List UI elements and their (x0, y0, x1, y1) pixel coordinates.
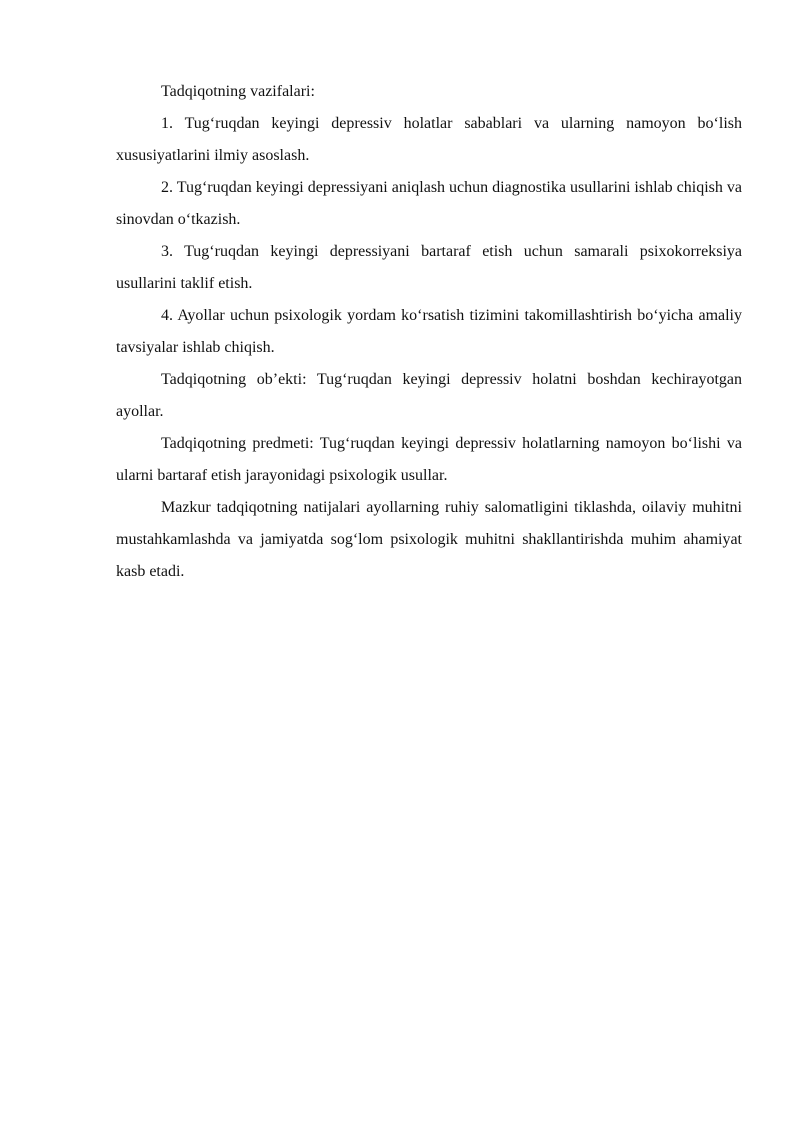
conclusion-paragraph: Mazkur tadqiqotning natijalari ayollarning ruhiy salomatligini tiklashda, oilaviy muhitni mustahkamlashda va jamiyatda sog‘lom psixologik muhitni shakllantirishda muhim ahamiyat kasb etadi. (116, 499, 742, 580)
task-item-3: 3. Tug‘ruqdan keyingi depressiyani bartaraf etish uchun samarali psixokorreksiya usullarini taklif etish. (116, 243, 742, 292)
research-object-paragraph: Tadqiqotning ob’ekti: Tug‘ruqdan keyingi depressiv holatni boshdan kechirayotgan ayollar. (116, 371, 742, 420)
document-body (116, 76, 742, 588)
task-item-1: 1. Tug‘ruqdan keyingi depressiv holatlar sabablari va ularning namoyon bo‘lish xususiyatlarini ilmiy asoslash. (116, 115, 742, 164)
task-item-4: 4. Ayollar uchun psixologik yordam ko‘rsatish tizimini takomillashtirish bo‘yicha amaliy tavsiyalar ishlab chiqish. (116, 307, 742, 356)
task-item-2: 2. Tug‘ruqdan keyingi depressiyani aniqlash uchun diagnostika usullarini ishlab chiqish va sinovdan o‘tkazish. (116, 179, 742, 228)
tasks-heading: Tadqiqotning vazifalari: (161, 83, 315, 100)
research-subject-paragraph: Tadqiqotning predmeti: Tug‘ruqdan keyingi depressiv holatlarning namoyon bo‘lishi va ularni bartaraf etish jarayonidagi psixologik usullar. (116, 435, 742, 484)
